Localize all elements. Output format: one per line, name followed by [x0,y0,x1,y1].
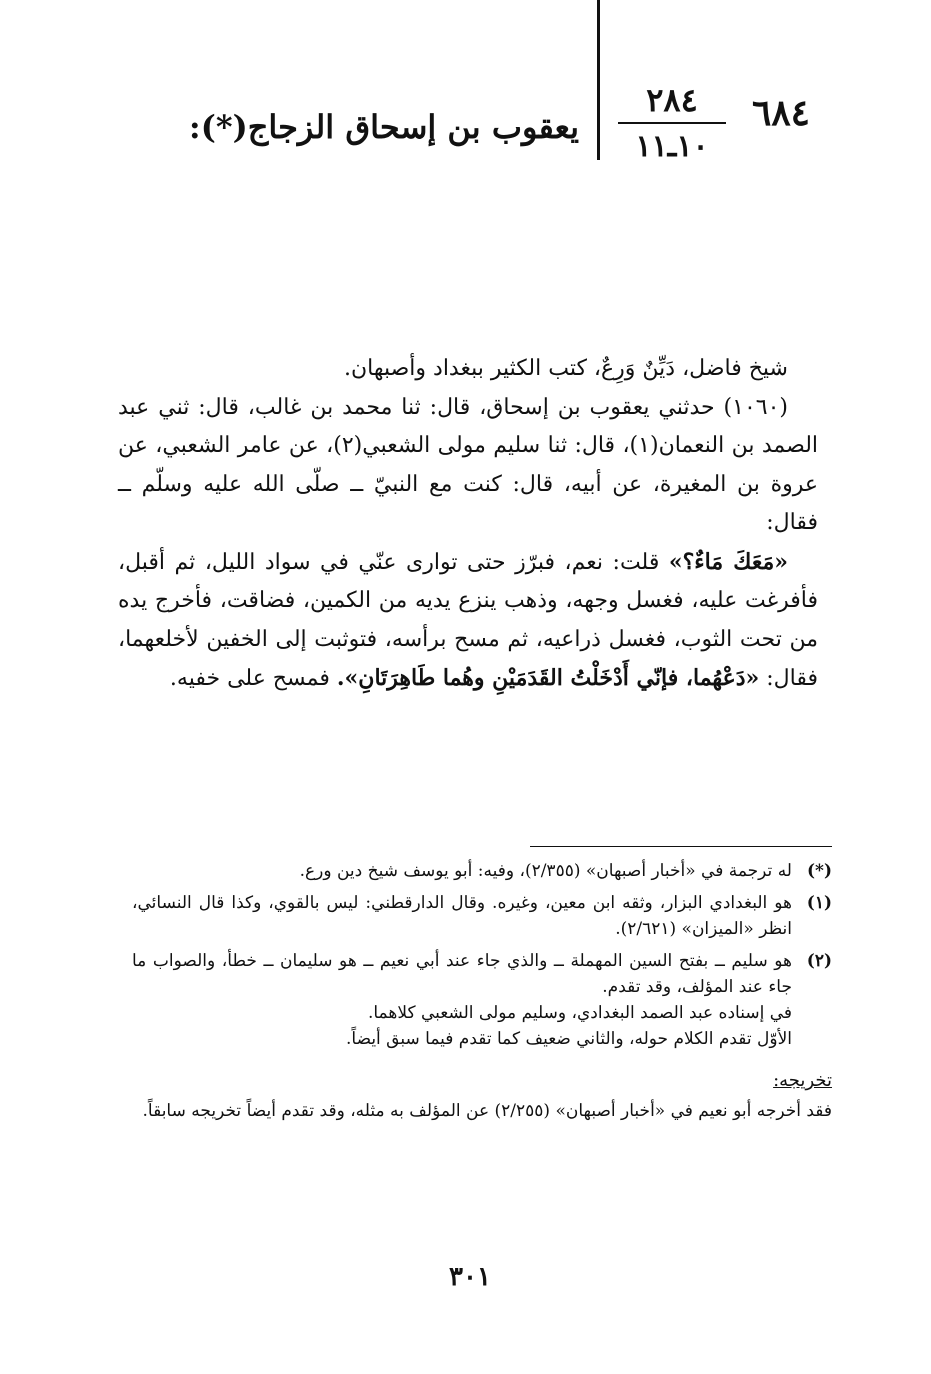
paragraph-description: شيخ فاضل، دَيِّنٌ وَرِعٌ، كتب الكثير ببغداد وأصبهان. [343,356,788,381]
page-number: ٣٠١ [449,1262,491,1292]
hadith-quote-2: «دَعْهُما، فإنّي أَدْخَلْتُ القَدَمَيْنِ وهُما طَاهِرَتَانِ». [336,665,760,691]
footnote-line: في إسناده عبد الصمد البغدادي، وسليم مولى الشعبي كلاهما. [367,1003,792,1023]
hadith-narrative: قلت: نعم، فبرّز حتى توارى عنّي في سواد الليل، ثم أقبل، فأفرغت عليه، فغسل وجهه، وذهب ينزع يديه من الكمين، فضاقت، فأخرج يده من تحت الثوب، فغسل ذراعيه، ثم مسح برأسه، فتوثبت إلى الخفين لأخلعهما، فقال: [118,549,818,691]
footnotes [132,858,832,1124]
footnote-separator [530,846,832,847]
entry-heading: يعقوب بن إسحاق الزجاج(*): [188,108,579,146]
entry-number: ٦٨٤ [752,92,811,134]
main-text [118,350,818,699]
footnote-line: هو البغدادي البزار، وثقه ابن معين، وغيره. وقال الدارقطني: ليس بالقوي، وكذا قال النسائي، انظر «الميزان» (٢/٦٢١). [132,893,792,939]
footnote-line: له ترجمة في «أخبار أصبهان» (٢/٣٥٥)، وفيه: أبو يوسف شيخ دين ورع. [299,861,792,881]
hadith-ending: فمسح على خفيه. [169,666,337,691]
footnote-line: الأوّل تقدم الكلام حوله، والثاني ضعيف كما تقدم فيما سبق أيضاً. [346,1029,792,1049]
footnote [132,858,832,884]
footnote [132,890,832,942]
takhrij-text: فقد أخرجه أبو نعيم في «أخبار أصبهان» (٢/٢٥٥) عن المؤلف به مثله، وقد تقدم أيضاً تخريجه سابقاً. [142,1101,832,1121]
fraction-numerator: ٢٨٤ [646,81,698,119]
hadith-quote-1: «مَعَكَ مَاءٌ؟» [668,548,788,575]
paragraph-isnad: (١٠٦٠) حدثني يعقوب بن إسحاق، قال: ثنا محمد بن غالب، قال: ثني عبد الصمد بن النعمان(١)، قال: ثنا سليم مولى الشعبي(٢)، عن عامر الشعبي، عن عروة بن المغيرة، عن أبيه، قال: كنت مع النبيّ ــ صلّى الله عليه وسلّم ــ فقال: [118,394,819,535]
paragraph-hadith [118,543,818,699]
takhrij-heading: تخريجه: [773,1070,832,1091]
footnote-mark: (١) [806,893,832,913]
entry-fraction [612,80,732,166]
fraction-bar [618,122,726,124]
footnote-body [132,948,792,1052]
fraction-denominator: ١٠ـ١١ [635,129,709,164]
footnote-mark: (٢) [806,951,832,971]
header-vertical-rule [597,0,600,160]
footnote-line: هو سليم ــ بفتح السين المهملة ــ والذي جاء عند أبي نعيم ــ هو سليمان ــ خطأ، والصواب ما جاء عند المؤلف، وقد تقدم. [132,951,792,997]
footnote-body [132,890,792,942]
footnote [132,948,832,1052]
footnote-mark: (*) [807,861,832,881]
footnote-body [132,858,792,884]
